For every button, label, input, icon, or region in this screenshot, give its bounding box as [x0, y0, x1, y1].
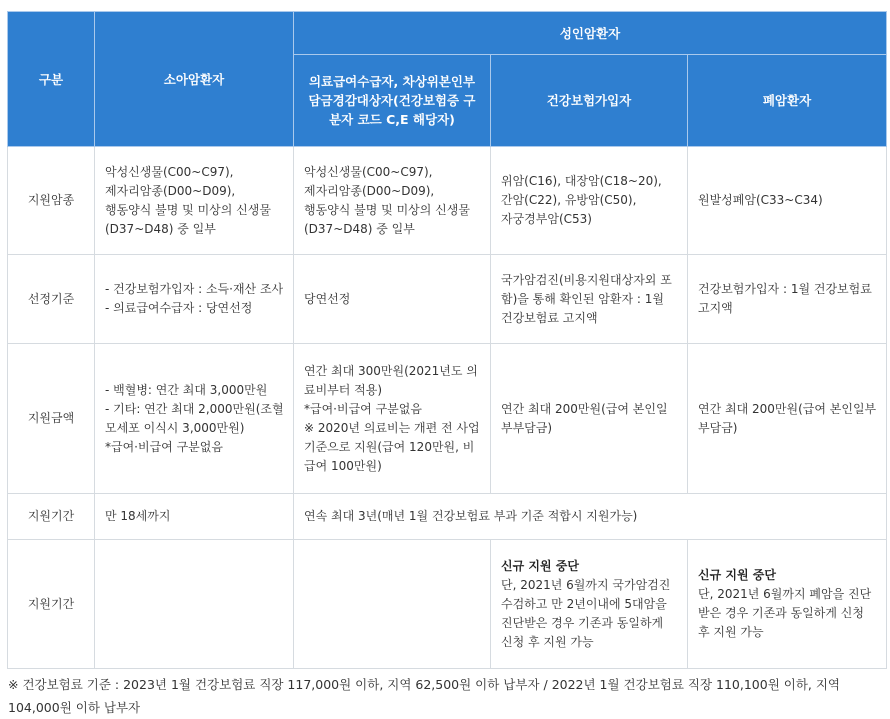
cell-lung-cancer-types: 원발성폐암(C33~C34): [688, 147, 887, 255]
row-label-period-2: 지원기간: [8, 540, 95, 669]
row-amount: [8, 344, 887, 494]
cell-lung-criteria: 건강보험가입자 : 1월 건강보험료 고지액: [688, 255, 887, 344]
header-medicaid: 의료급여수급자, 차상위본인부담금경감대상자(건강보험증 구분자 코드 C,E 해당자): [294, 55, 491, 147]
cell-medicaid-cancer-types: 악성신생물(C00~C97), 제자리암종(D00~D09), 행동양식 불명 및 미상의 신생물(D37~D48) 중 일부: [294, 147, 491, 255]
cell-medicaid-amount: 연간 최대 300만원(2021년도 의료비부터 적용) *급여·비급여 구분없음 ※ 2020년 의료비는 개편 전 사업기준으로 지원(급여 120만원, 비급여 100만원): [294, 344, 491, 494]
cell-insured-cancer-types: 위암(C16), 대장암(C18~20), 간암(C22), 유방암(C50), 자궁경부암(C53): [491, 147, 688, 255]
row-period-2: [8, 540, 887, 669]
row-label-period: 지원기간: [8, 494, 95, 540]
lung-suspended-title: 신규 지원 중단: [698, 568, 776, 582]
row-label-criteria: 선정기준: [8, 255, 95, 344]
header-category: 구분: [8, 12, 95, 147]
cell-insured-period-2: [491, 540, 688, 669]
header-lung-cancer: 폐암환자: [688, 55, 887, 147]
footnote: ※ 건강보험료 기준 : 2023년 1월 건강보험료 직장 117,000원 이하, 지역 62,500원 이하 납부자 / 2022년 1월 건강보험료 직장 110,100원 이하, 지역 104,000원 이하 납부자: [8, 677, 841, 715]
insured-suspended-title: 신규 지원 중단: [501, 558, 579, 573]
cell-lung-period-2: [688, 540, 887, 669]
cell-insured-criteria: 국가암검진(비용지원대상자외 포함)을 통해 확인된 암환자 : 1월 건강보험료 고지액: [491, 255, 688, 344]
cell-adult-period: 연속 최대 3년(매년 1월 건강보험료 부과 기준 적합시 지원가능): [294, 494, 887, 540]
row-cancer-types: [8, 147, 887, 255]
cell-insured-amount: 연간 최대 200만원(급여 본인일부부담금): [491, 344, 688, 494]
row-criteria: [8, 255, 887, 344]
row-period: [8, 494, 887, 540]
insured-suspended-text: 단, 2021년 6월까지 국가암검진 수검하고 만 2년이내에 5대암을 진단받은 경우 기존과 동일하게 신청 후 지원 가능: [501, 577, 671, 649]
cell-child-period: 만 18세까지: [95, 494, 294, 540]
cell-medicaid-criteria: 당연선정: [294, 255, 491, 344]
cell-medicaid-period-2: [294, 540, 491, 669]
cell-child-period-2: [95, 540, 294, 669]
header-insured: 건강보험가입자: [491, 55, 688, 147]
cell-lung-amount: 연간 최대 200만원(급여 본인일부부담금): [688, 344, 887, 494]
support-table: [7, 11, 887, 669]
header-child-patients: 소아암환자: [95, 12, 294, 147]
header-adult-patients: 성인암환자: [294, 12, 887, 55]
row-label-amount: 지원금액: [8, 344, 95, 494]
cell-child-criteria: - 건강보험가입자 : 소득·재산 조사 - 의료급여수급자 : 당연선정: [95, 255, 294, 344]
row-label-cancer-types: 지원암종: [8, 147, 95, 255]
lung-suspended-text: 단, 2021년 6월까지 폐암을 진단받은 경우 기존과 동일하게 신청 후 지원 가능: [698, 587, 872, 639]
header-row-1: [8, 12, 887, 55]
cell-child-cancer-types: 악성신생물(C00~C97), 제자리암종(D00~D09), 행동양식 불명 및 미상의 신생물(D37~D48) 중 일부: [95, 147, 294, 255]
cell-child-amount: - 백혈병: 연간 최대 3,000만원 - 기타: 연간 최대 2,000만원(조혈모세포 이식시 3,000만원) *급여·비급여 구분없음: [95, 344, 294, 494]
